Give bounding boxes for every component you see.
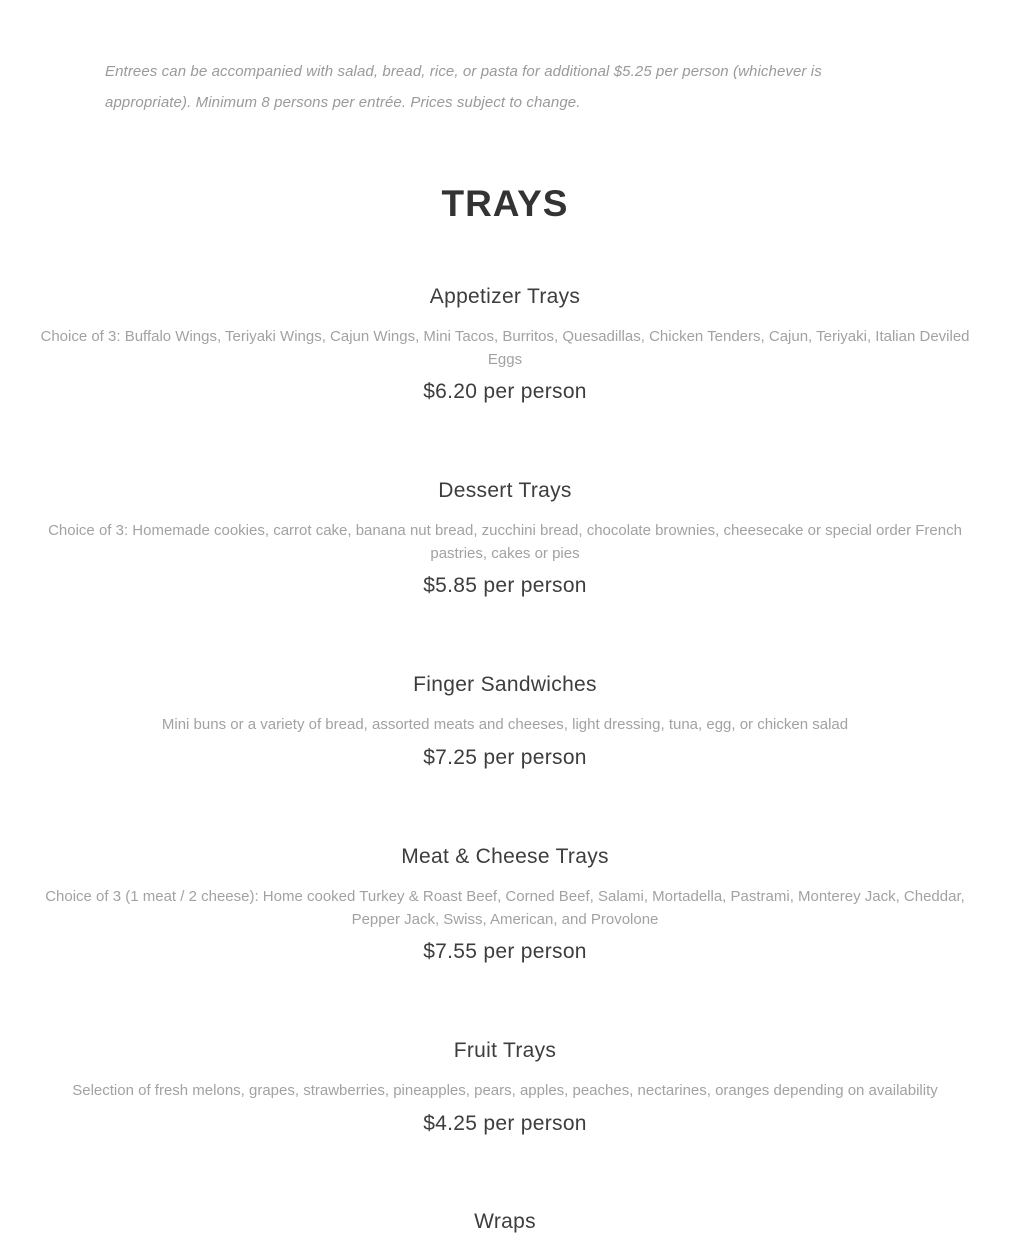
- item-description: Mini buns or a variety of bread, assorted meats and cheeses, light dressing, tuna, egg, or chicken salad: [161, 716, 849, 733]
- menu-item-appetizer-trays: [0, 284, 1010, 405]
- item-description: Choice of 3: Homemade cookies, carrot cake, banana nut bread, zucchini bread, chocolate brownies, cheesecake or special order French pastries, cakes or pies: [48, 522, 962, 562]
- menu-item-wraps: [0, 1209, 1010, 1235]
- item-title: Wraps: [474, 1210, 536, 1233]
- menu-item-fruit-trays: [0, 1038, 1010, 1137]
- item-title: Dessert Trays: [438, 479, 572, 502]
- menu-item-dessert-trays: [0, 478, 1010, 599]
- item-description: Selection of fresh melons, grapes, strawberries, pineapples, pears, apples, peaches, nectarines, oranges depending on availability: [72, 1082, 938, 1099]
- entree-note: Entrees can be accompanied with salad, bread, rice, or pasta for additional $5.25 per person (whichever is appropriate). Minimum 8 persons per entrée. Prices subject to change.: [105, 63, 822, 111]
- item-description: Choice of 3 (1 meat / 2 cheese): Home cooked Turkey & Roast Beef, Corned Beef, Salami, Mortadella, Pastrami, Monterey Jack, Cheddar, Pepper Jack, Swiss, American, and Provolone: [45, 888, 965, 928]
- item-title: Finger Sandwiches: [413, 673, 597, 696]
- item-price: $5.85 per person: [423, 574, 587, 597]
- item-title: Appetizer Trays: [429, 285, 581, 308]
- menu-item-finger-sandwiches: [0, 672, 1010, 771]
- item-title: Meat & Cheese Trays: [401, 845, 609, 868]
- menu-item-meat-cheese-trays: [0, 844, 1010, 965]
- section-title-trays: TRAYS: [441, 183, 569, 224]
- item-title: Fruit Trays: [453, 1039, 557, 1062]
- item-price: $7.25 per person: [423, 745, 587, 769]
- item-description: Choice of 3: Buffalo Wings, Teriyaki Wings, Cajun Wings, Mini Tacos, Burritos, Quesadillas, Chicken Tenders, Cajun, Teriyaki, Italian Deviled Eggs: [40, 328, 970, 368]
- item-price: $7.55 per person: [423, 940, 587, 963]
- item-price: $6.20 per person: [423, 380, 587, 403]
- item-price: $4.25 per person: [423, 1111, 587, 1135]
